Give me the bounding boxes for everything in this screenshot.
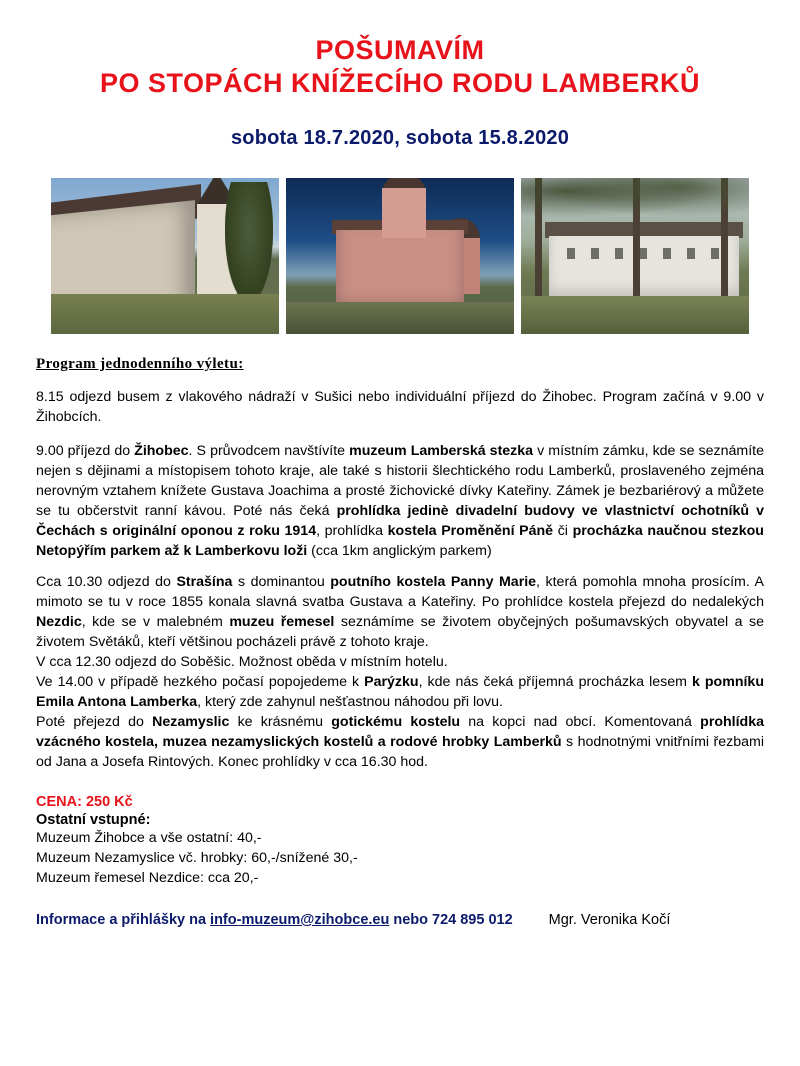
emphasis-text: kostela Proměnění Páně [387, 523, 554, 539]
program-body [36, 387, 764, 772]
photo-3-window [711, 248, 719, 259]
photo-3-window [615, 248, 623, 259]
body-text-run: , který zde zahynul nešťastnou náhodou při lovu. [197, 694, 503, 710]
photo-3-window [591, 248, 599, 259]
emphasis-text: procházka naučnou stezkou Netopýřím parkem až k Lamberkovu loži [36, 523, 764, 559]
body-text-run: Ve 14.00 v případě hezkého počasí popojedeme k [36, 674, 365, 690]
emphasis-text: k pomníku Emila Antona Lamberka [36, 674, 764, 710]
emphasis-text: muzeum Lamberská stezka [349, 443, 534, 459]
body-text-run: ke krásnému [229, 714, 332, 730]
emphasis-text: prohlídka jedinè divadelní budovy ve vlastnictví ochotníků v Čechách s originální oponou z roku 1914 [36, 503, 764, 539]
emphasis-text: poutního kostela Panny Marie [330, 574, 537, 590]
photo-2-ground [286, 302, 514, 334]
body-text-run: V cca 12.30 odjezd do Soběšic. Možnost oběda v místním hotelu. [36, 654, 448, 670]
body-text-run: (cca 1km anglickým parkem) [307, 543, 492, 559]
body-text-run: v místním zámku, kde se seznámíte nejen s dějinami a místopisem tohoto kraje, ale také s historii šlechtického rodu Lamberků, proslaveného zejména nerovným vztahem knížete Gustava Joachima a prosté žichovické dívky Kateřiny. Zámek je bezbariérový a můžete se tu občerstvit ranní kávou. Poté nás čeká [36, 443, 764, 519]
photo-3-ground [521, 296, 749, 334]
body-text-run: , která pomohla mnoha prosícím. A mimoto se tu v roce 1855 konala slavná svatba Gustava a Kateřiny. Po prohlídce kostela přejezd do nedalekých [36, 574, 764, 610]
program-paragraph [36, 387, 764, 427]
program-paragraph [36, 441, 764, 561]
title-line-2: PO STOPÁCH KNÍŽECÍHO RODU LAMBERKŮ [99, 68, 701, 98]
program-paragraph [36, 652, 764, 672]
photo-2-tower [382, 188, 426, 238]
contact-email-link[interactable]: info-muzeum@zihobce.eu [210, 912, 390, 928]
body-text-run: na kopci nad obcí. Komentovaná [460, 714, 701, 730]
photo-baroque-church [286, 178, 514, 334]
program-paragraph [36, 572, 764, 652]
body-text-run: , kde se v malebném [81, 614, 230, 630]
body-text-run: , kde nás čeká příjemná procházka lesem [418, 674, 692, 690]
photo-3-window [639, 248, 647, 259]
photo-strip [36, 178, 764, 334]
program-heading: Program jednodenního výletu: [36, 356, 244, 372]
photo-stone-church [51, 178, 279, 334]
body-text-run: s hodnotnými vnitřními řezbami od Jana a Josefa Rintových. Konec prohlídky v cca 16.30 hod. [36, 734, 764, 770]
emphasis-text: Nezamyslic [152, 714, 230, 730]
photo-3-window [663, 248, 671, 259]
body-text-run: s dominantou [232, 574, 331, 590]
emphasis-text: muzeu řemesel [229, 614, 335, 630]
price-line: CENA: 250 Kč [36, 794, 133, 810]
other-admission-label: Ostatní vstupné: [36, 812, 151, 828]
contact-prefix: Informace a přihlášky na [36, 912, 207, 928]
body-text-run: 8.15 odjezd busem z vlakového nádraží v Sušici nebo individuální příjezd do Žihobec. Program začíná v 9.00 v Žihobcích. [36, 389, 764, 425]
emphasis-text: Nezdic [36, 614, 82, 630]
contact-footer [36, 912, 764, 928]
photo-3-window [567, 248, 575, 259]
body-text-run: 9.00 příjezd do [36, 443, 135, 459]
photo-3-canopy [521, 178, 749, 222]
contact-person: Mgr. Veronika Kočí [548, 912, 671, 928]
photo-chateau [521, 178, 749, 334]
body-text-run: , prohlídka [316, 523, 388, 539]
poster-title [36, 34, 764, 100]
title-line-1: POŠUMAVÍM [315, 35, 485, 65]
emphasis-text: prohlídka vzácného kostela, muzea nezamyslických kostelů a rodové hrobky Lamberků [36, 714, 765, 750]
photo-1-tree [225, 182, 273, 302]
photo-1-ground [51, 294, 279, 334]
program-paragraph [36, 672, 764, 712]
poster-dates: sobota 18.7.2020, sobota 15.8.2020 [230, 127, 570, 149]
admission-item: Muzeum řemesel Nezdice: cca 20,- [36, 870, 259, 886]
program-paragraph [36, 712, 764, 772]
body-text-run: či [553, 523, 573, 539]
body-text-run: seznámíme se životem obyčejných pošumavských obyvatel a se životem Světáků, kteří většinou pocházeli právě z tohoto kraje. [36, 614, 764, 650]
photo-3-window [687, 248, 695, 259]
emphasis-text: Parýzku [364, 674, 419, 690]
admission-item: Muzeum Žihobce a vše ostatní: 40,- [36, 830, 262, 846]
emphasis-text: gotickému kostelu [331, 714, 461, 730]
body-text-run: Cca 10.30 odjezd do [36, 574, 177, 590]
admission-item: Muzeum Nezamyslice vč. hrobky: 60,-/snížené 30,- [36, 850, 358, 866]
body-text-run: . S průvodcem navštívíte [188, 443, 350, 459]
body-text-run: Poté přejezd do [36, 714, 153, 730]
photo-3-facade [549, 236, 739, 298]
emphasis-text: Žihobec [134, 443, 189, 459]
contact-phone: nebo 724 895 012 [393, 912, 513, 928]
emphasis-text: Strašína [176, 574, 233, 590]
